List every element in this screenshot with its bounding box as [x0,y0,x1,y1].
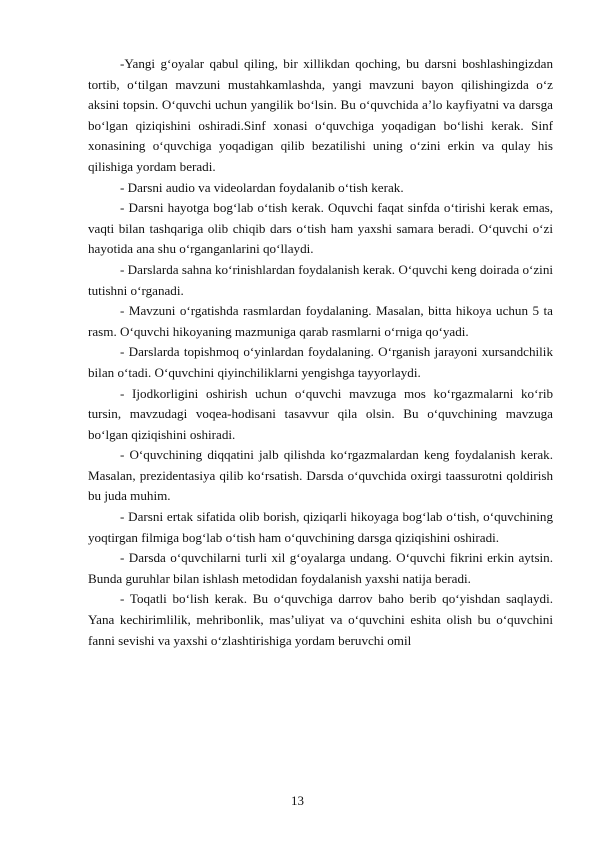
page-number: 13 [291,793,304,808]
paragraph-fairy-tale: - Darsni ertak sifatida olib borish, qiziqarli hikoyaga bog‘lab o‘tish, o‘quvchining yoqtirgan filmiga bog‘lab o‘tish ham o‘quvchining darsga qiziqishini oshiradi. [88,509,553,545]
paragraph-creativity: - Ijodkorligini oshirish uchun o‘quvchi mavzuga mos ko‘rgazmalarni ko‘rib tursin, mavzudagi voqea-hodisani tasavvur qila olsin. Bu o‘quvchining mavzuga bo‘lgan qiziqishini oshiradi. [88,385,553,442]
paragraph-life-connection: - Darsni hayotga bog‘lab o‘tish kerak. Oquvchi faqat sinfda o‘tirishi kerak emas, vaqti bilan tashqariga olib chiqib dars o‘tish ham yaxshi samara beradi. O‘quvchi o‘zi hayotida ana shu o‘rganganlarini qo‘llaydi. [88,200,553,257]
paragraph-patience: - Toqatli bo‘lish kerak. Bu o‘quvchiga darrov baho berib qo‘yishdan saqlaydi. Yana kechirimlilik, mehribonlik, mas’uliyat va o‘quvchini eshita olish bu o‘quvchini fanni sevishi va yaxshi o‘zlashtirishiga yordam beruvchi omil [88,591,553,648]
paragraph-new-ideas: -Yangi g‘oyalar qabul qiling, bir xillikdan qoching, bu darsni boshlashingizdan tortib, o‘tilgan mavzuni mustahkamlashda, yangi mavzuni bayon qilishingizda o‘z aksini topsin. O‘quvchi uchun yangilik bo‘lsin. Bu o‘quvchida a’lo kayfiyatni va darsga bo‘lgan qiziqishini oshiradi.Sinf xonasi o‘quvchiga yoqadigan bo‘lishi kerak. Sinf xonasining o‘quvchiga yoqadigan qilib bezatilishi uning o‘zini erkin va qulay his qilishiga yordam beradi. [88,56,553,174]
document-page [88,54,553,651]
paragraph-scenes: - Darslarda sahna ko‘rinishlardan foydalanish kerak. O‘quvchi keng doirada o‘zini tutishni o‘rganadi. [88,261,553,298]
paragraph-ideas-groups: - Darsda o‘quvchilarni turli xil g‘oyalarga undang. O‘quvchi fikrini erkin aytsin. Bunda guruhlar bilan ishlash metodidan foydalanish yaxshi natija beradi. [88,550,553,586]
paragraph-riddle-games: - Darslarda topishmoq o‘yinlardan foydalaning. O‘rganish jarayoni xursandchilik bilan o‘tadi. O‘quvchini qiyinchiliklarni yengishga tayyorlaydi. [88,344,553,380]
paragraph-pictures: - Mavzuni o‘rgatishda rasmlardan foydalaning. Masalan, bitta hikoya uchun 5 ta rasm. O‘quvchi hikoyaning mazmuniga qarab rasmlarni o‘rniga qo‘yadi. [88,303,553,339]
paragraph-attention: - O‘quvchining diqqatini jalb qilishda ko‘rgazmalardan keng foydalanish kerak. Masalan, prezidentasiya qilib ko‘rsatish. Darsda o‘quvchida oxirgi taassurotni qoldirish bu juda muhim. [88,447,553,504]
paragraph-audio-video: - Darsni audio va videolardan foydalanib o‘tish kerak. [120,179,404,195]
